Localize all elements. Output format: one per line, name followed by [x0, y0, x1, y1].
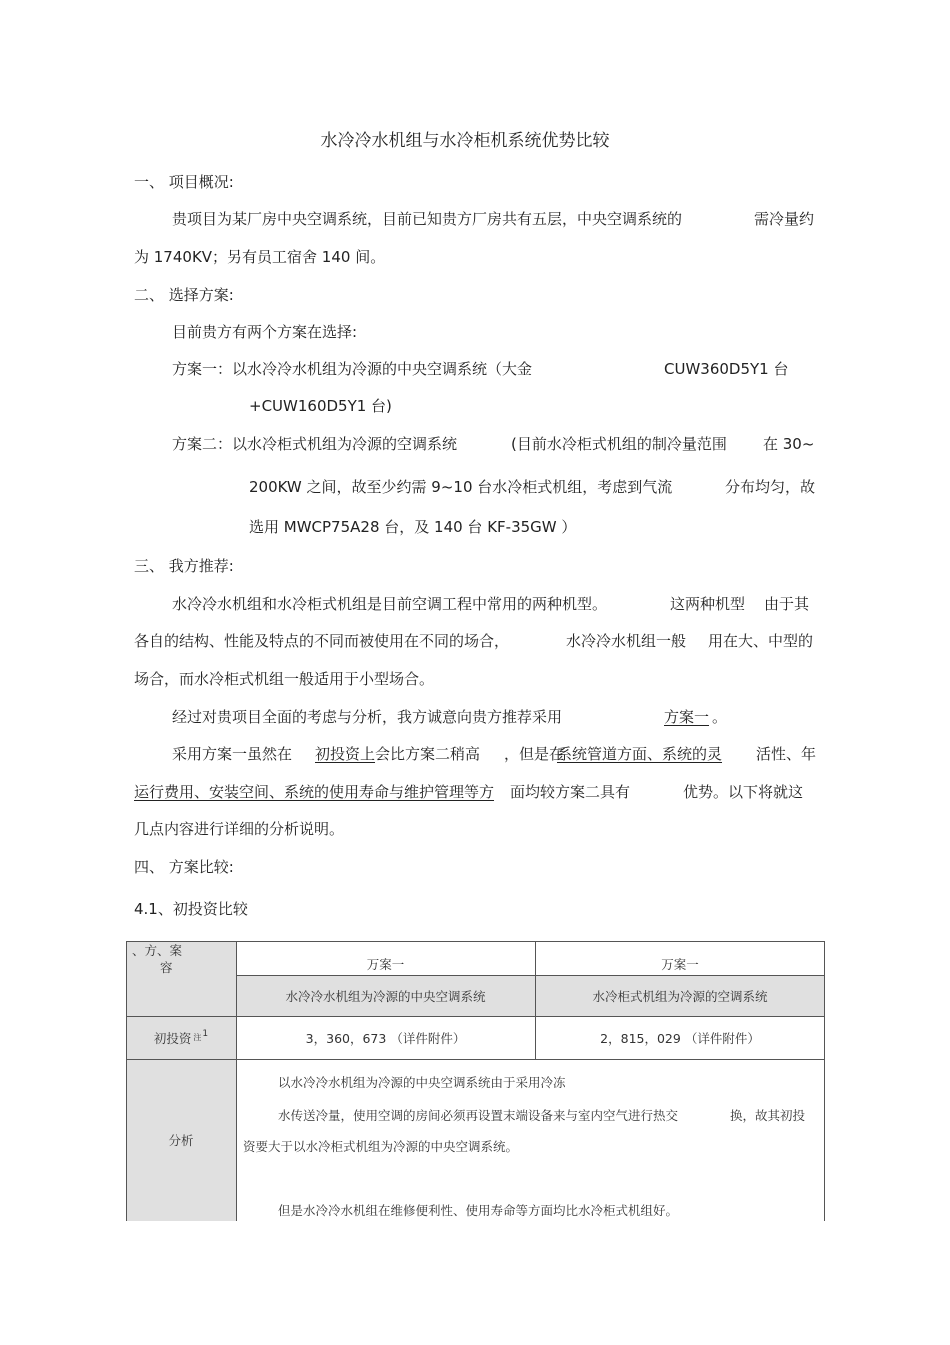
- row-label-initial-investment: [126, 1016, 236, 1059]
- column-subheader-plan-2: 水冷柜式机组为冷源的空调系统: [592, 989, 768, 1004]
- section-4-subheading: 4.1、初投资比较: [134, 900, 248, 918]
- section-3-text: ，但是在: [504, 745, 565, 763]
- analysis-text: 换，故其初投: [730, 1108, 806, 1123]
- section-3-text: 会比方案二稍高: [375, 745, 481, 763]
- section-3-text: 优势。以下将就这: [683, 783, 804, 801]
- section-3-text: 活性、年: [756, 745, 817, 763]
- column-header-plan-1: 万案一: [366, 957, 405, 972]
- section-3-heading: 三、 我方推荐:: [134, 557, 234, 575]
- section-3-text: 面均较方案二具有: [510, 783, 631, 801]
- section-1-text: 贵项目为某厂房中央空调系统，目前已知贵方厂房共有五层，中央空调系统的: [172, 210, 683, 228]
- analysis-text: 资要大于以水冷柜式机组为冷源的中央空调系统。: [243, 1139, 519, 1154]
- analysis-text: 以水冷冷水机组为冷源的中央空调系统由于采用冷冻: [278, 1075, 566, 1090]
- section-3-text: 水冷冷水机组一般: [566, 632, 687, 650]
- footnote-marker: 1: [202, 1028, 209, 1039]
- section-3-text: 采用方案一虽然在: [172, 745, 293, 763]
- analysis-text: 水传送冷量，使用空调的房间必须再设置末端设备来与室内空气进行热交: [278, 1108, 679, 1123]
- row-label-analysis: 分析: [168, 1133, 194, 1148]
- section-3-text: 初投资上: [315, 745, 376, 763]
- column-header-plan-2: 万案一: [661, 957, 699, 972]
- section-3-text: 场合，而水冷柜式机组一般适用于小型场合。: [134, 670, 435, 688]
- table-border: [126, 941, 825, 942]
- section-2-heading: 二、 选择方案:: [134, 286, 234, 304]
- plan-1-text: +CUW160D5Y1 台): [249, 397, 392, 415]
- section-3-text: 运行费用、安装空间、系统的使用寿命与维护管理等方: [134, 783, 495, 801]
- section-1-text: 需冷量约: [754, 210, 815, 228]
- plan-2-text: 方案二：以水冷柜式机组为冷源的空调系统: [172, 435, 458, 453]
- page-title: 水冷冷水机组与水冷柜机系统优势比较: [320, 131, 610, 151]
- section-3-text: 由于其: [764, 595, 810, 613]
- plan-2-text: 选用 MWCP75A28 台，及 140 台 KF-35GW ）: [249, 518, 577, 536]
- plan-2-text: 200KW 之间，故至少约需 9~10 台水冷柜式机组，考虑到气流: [249, 478, 673, 496]
- section-3-text: 各自的结构、性能及特点的不同而被使用在不同的场合，: [134, 632, 510, 650]
- section-3-text: 几点内容进行详细的分析说明。: [134, 820, 345, 838]
- section-3-text: 。: [712, 708, 728, 726]
- section-3-text: 方案一: [664, 708, 710, 726]
- section-1-text: 为 1740KV；另有员工宿舍 140 间。: [134, 248, 386, 266]
- plan-1-text: 方案一：以水冷冷水机组为冷源的中央空调系统（大金: [172, 360, 533, 378]
- plan-2-text: (目前水冷柜式机组的制冷量范围: [511, 435, 727, 453]
- plan-2-text: 在 30~: [763, 435, 815, 453]
- row-label-text: 初投资: [153, 1030, 192, 1046]
- section-3-text: 这两种机型: [670, 595, 746, 613]
- table-corner-label: 、方、案: [131, 943, 182, 958]
- plan-1-text: CUW360D5Y1 台: [664, 360, 789, 378]
- initial-investment-plan-1: 3，360，673 （详件附件）: [305, 1030, 466, 1046]
- section-1-heading: 一、 项目概况:: [134, 173, 234, 191]
- section-2-text: 目前贵方有两个方案在选择:: [172, 323, 358, 341]
- comparison-table: [126, 941, 825, 1221]
- footnote-note: 注: [193, 1033, 202, 1042]
- plan-2-text: 分布均匀，故: [725, 478, 816, 496]
- section-3-text: 水冷冷水机组和水冷柜式机组是目前空调工程中常用的两种机型。: [172, 595, 608, 613]
- section-4-heading: 四、 方案比较:: [134, 858, 234, 876]
- table-corner-label: 容: [160, 960, 173, 975]
- initial-investment-plan-2: 2，815，029 （详件附件）: [600, 1030, 760, 1046]
- column-subheader-plan-1: 水冷冷水机组为冷源的中央空调系统: [285, 989, 486, 1004]
- section-3-text: 系统管道方面、系统的灵: [557, 745, 723, 763]
- section-3-text: 用在大、中型的: [708, 632, 814, 650]
- section-3-text: 经过对贵项目全面的考虑与分析，我方诚意向贵方推荐采用: [172, 708, 563, 726]
- analysis-text: 但是水冷冷水机组在维修便利性、使用寿命等方面均比水冷柜式机组好。: [278, 1203, 679, 1218]
